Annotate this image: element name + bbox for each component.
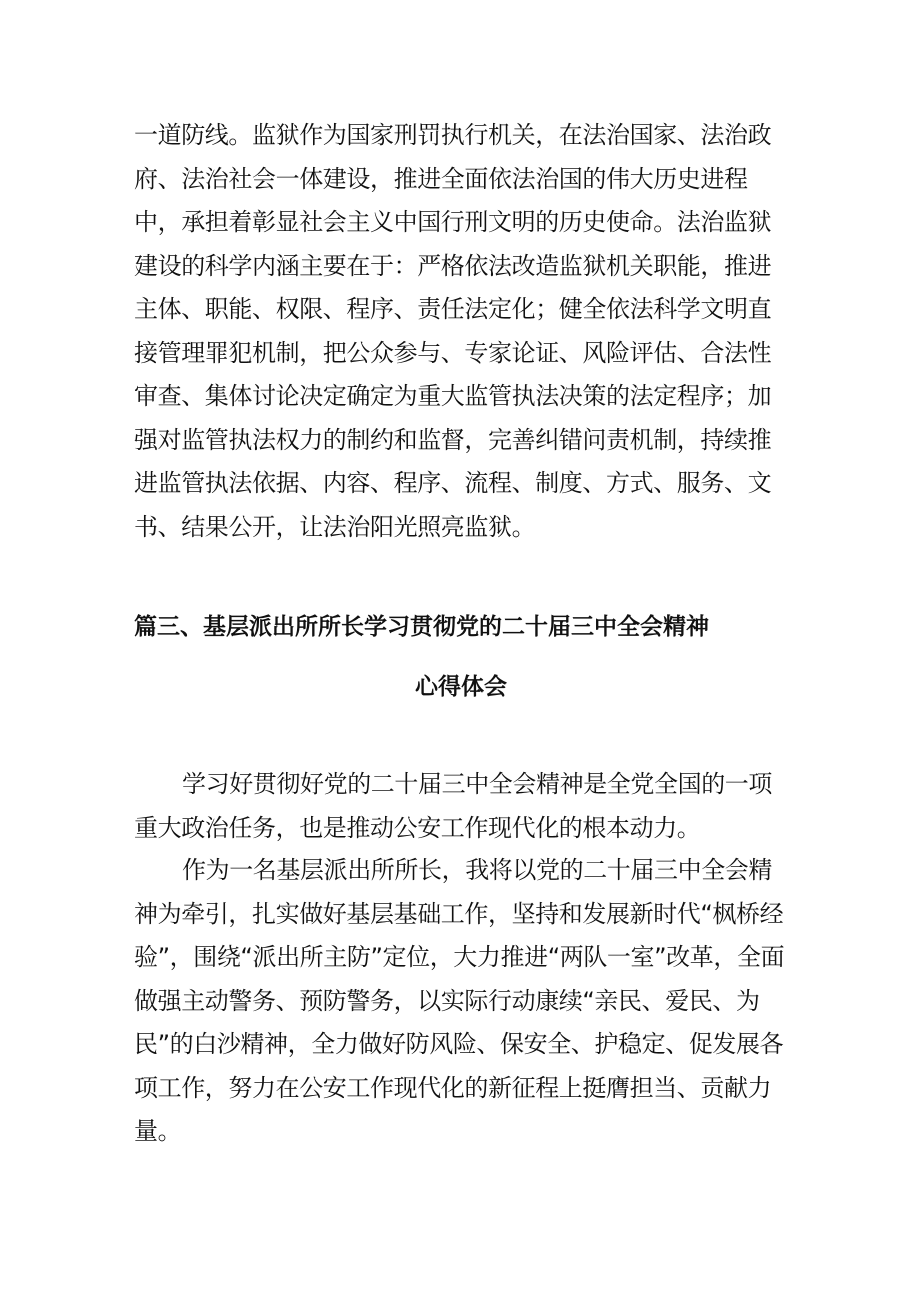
- paragraph-police-station-chief: 作为一名基层派出所所长，我将以党的二十届三中全会精神为牵引，扎实做好基层基础工作，坚持和发展新时代“枫桥经验”，围绕“派出所主防”定位，大力推进“两队一室”改革，全面做强主动警务、预防警务，以实际行动康续“亲民、爱民、为民”的白沙精神，全力做好防风险、保安全、护稳定、促发展各项工作，努力在公安工作现代化的新征程上挺膺担当、贡献力量。: [134, 856, 785, 1145]
- paragraph-intro: 学习好贯彻好党的二十届三中全会精神是全党全国的一项重大政治任务，也是推动公安工作现代化的根本动力。: [134, 770, 772, 842]
- paragraph-prison-rule-of-law: 一道防线。监狱作为国家刑罚执行机关，在法治国家、法治政府、法治社会一体建设，推进全面依法治国的伟大历史进程中，承担着彰显社会主义中国行刑文明的历史使命。法治监狱建设的科学内涵主要在于：严格依法改造监狱机关职能，推进主体、职能、权限、程序、责任法定化；健全依法科学文明直接管理罪犯机制，把公众参与、专家论证、风险评估、合法性审查、集体讨论决定确定为重大监管执法决策的法定程序；加强对监管执法权力的制约和监督，完善纠错问责机制，持续推进监管执法依据、内容、程序、流程、制度、方式、服务、文书、结果公开，让法治阳光照亮监狱。: [134, 121, 772, 541]
- section-heading-line-2: 心得体会: [415, 674, 507, 700]
- section-heading-line-1: 篇三、基层派出所所长学习贯彻党的二十届三中全会精神: [134, 614, 709, 640]
